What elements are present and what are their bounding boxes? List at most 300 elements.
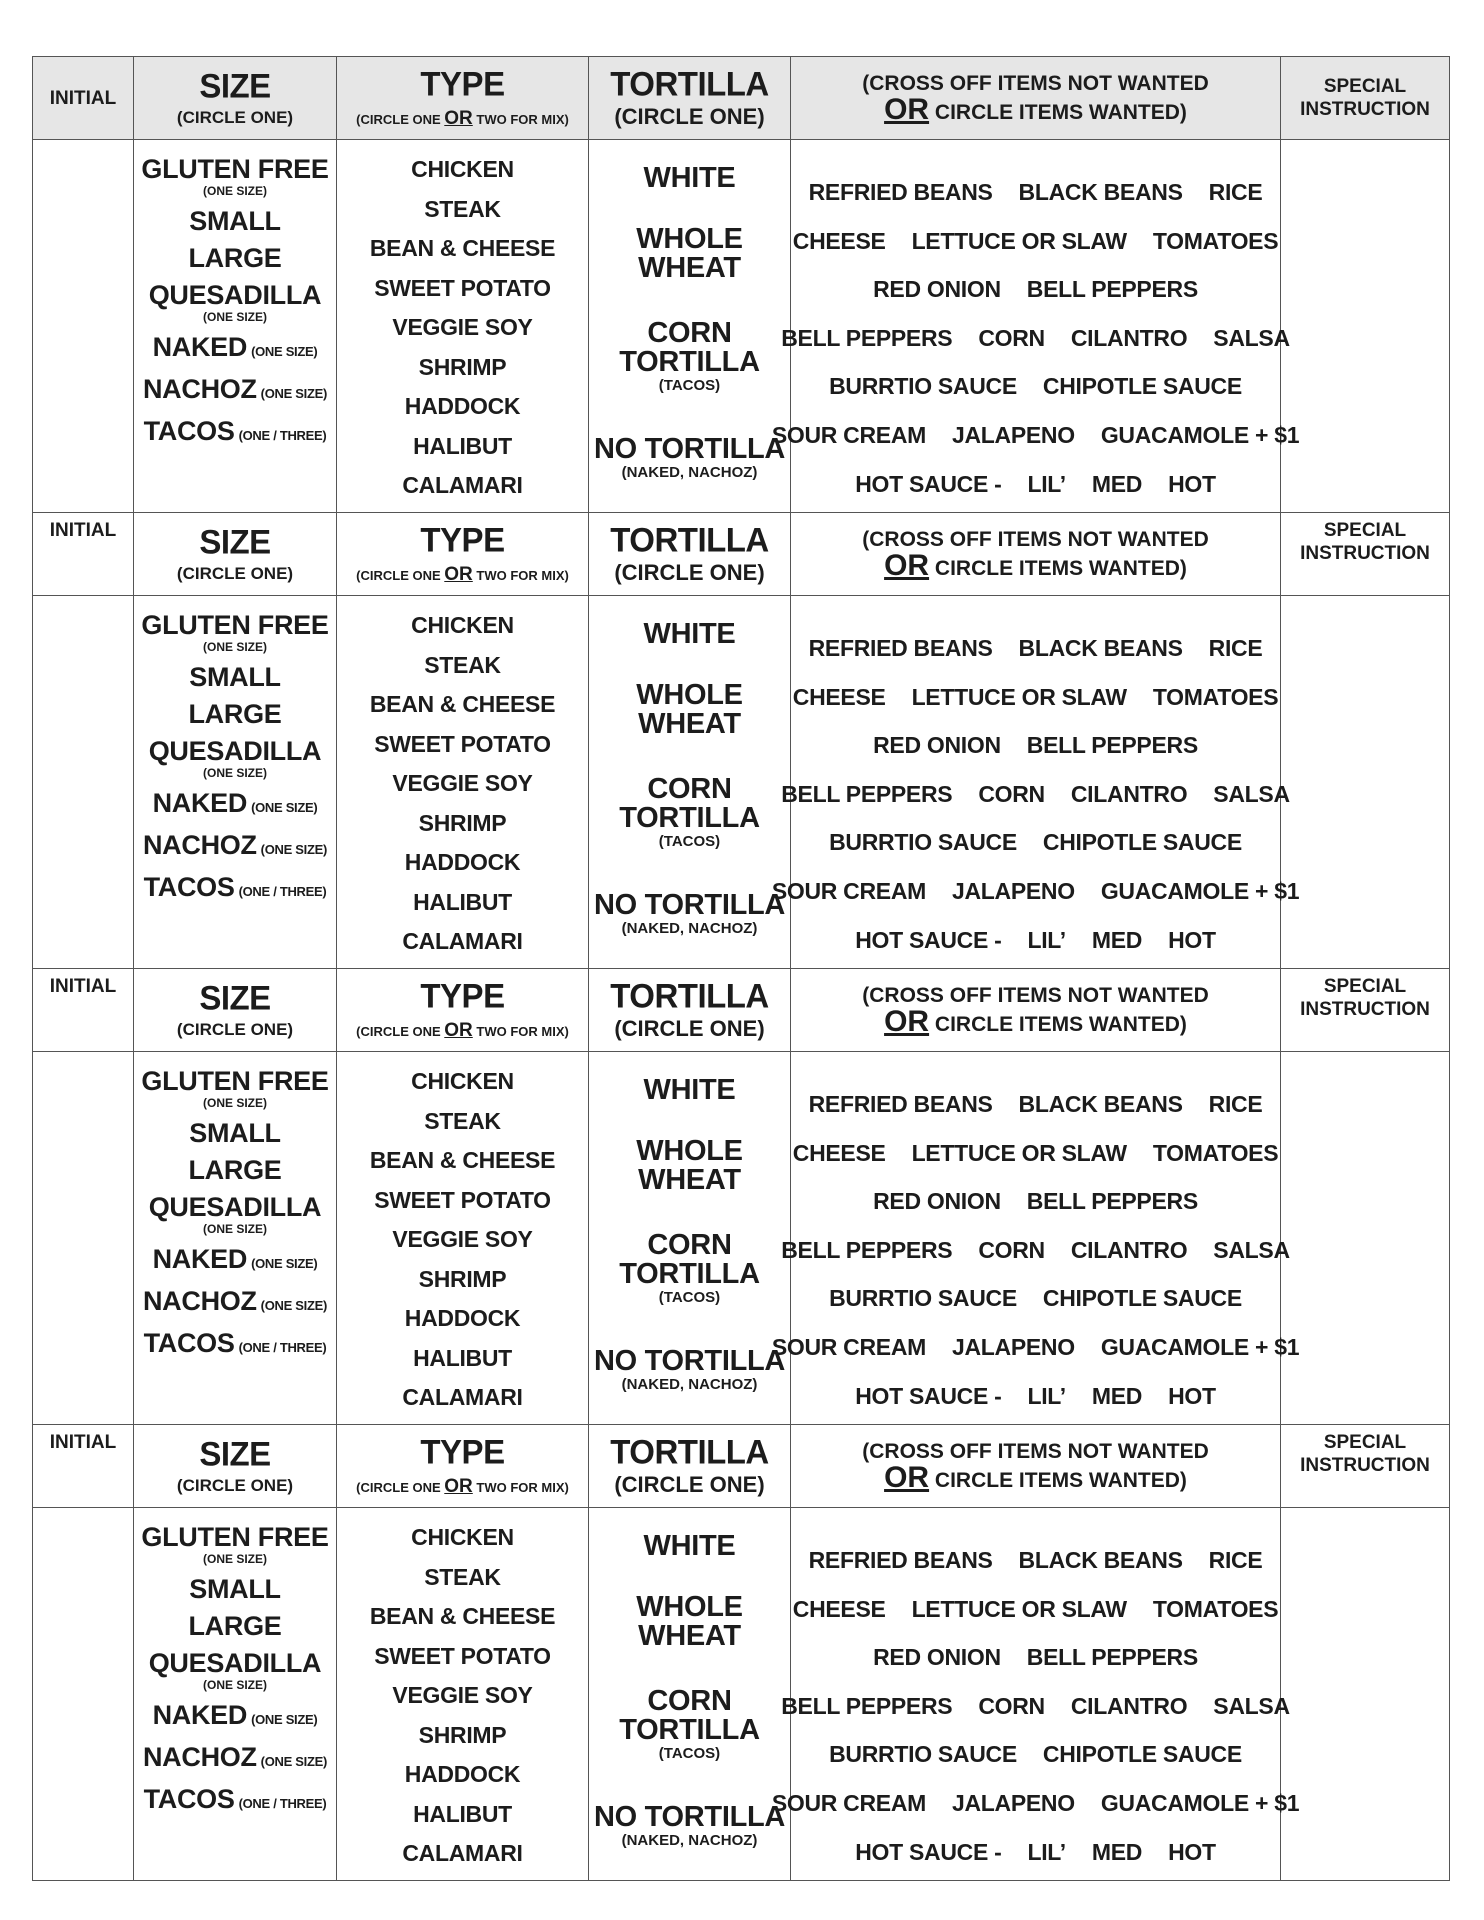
topping-item[interactable]: HOT SAUCE -: [855, 470, 1002, 497]
tortilla-option[interactable]: [644, 164, 736, 193]
size-option[interactable]: [189, 206, 280, 236]
topping-options: [771, 596, 1300, 968]
toppings-instruction-1: (CROSS OFF ITEMS NOT WANTED: [862, 71, 1209, 95]
header-special: [1281, 1425, 1449, 1507]
size-option-label: NACHOZ: [142, 374, 257, 404]
header-row: [33, 969, 1449, 1052]
type-subheading: (CIRCLE ONE OR TWO FOR MIX): [356, 1476, 569, 1497]
size-option-label: TACOS: [143, 1784, 235, 1814]
topping-item[interactable]: BELL PEPPERS: [1026, 276, 1198, 303]
tortilla-subheading: (CIRCLE ONE): [614, 104, 765, 129]
size-option[interactable]: [144, 1784, 327, 1819]
options-row: [33, 596, 1449, 969]
topping-item[interactable]: SALSA: [1213, 1236, 1290, 1263]
initial-field[interactable]: [33, 596, 134, 968]
topping-item[interactable]: CHIPOTLE SAUCE: [1042, 1285, 1242, 1312]
topping-item[interactable]: CHEESE: [792, 1595, 886, 1622]
tortilla-option-label: TORTILLA: [619, 1714, 760, 1746]
tortilla-option-label: CORN: [647, 317, 732, 349]
tortilla-option-label: WHITE: [643, 162, 736, 194]
tortilla-option-label: NO TORTILLA: [593, 1801, 786, 1833]
initial-label: INITIAL: [49, 976, 117, 997]
size-option[interactable]: [188, 243, 281, 273]
topping-item[interactable]: BLACK BEANS: [1018, 1091, 1183, 1117]
size-option-note: (ONE SIZE): [202, 1552, 267, 1566]
size-option[interactable]: [141, 1522, 328, 1552]
topping-item[interactable]: CORN: [978, 1692, 1045, 1719]
size-option-label: QUESADILLA: [148, 1648, 322, 1678]
size-option-note: (ONE SIZE): [260, 1298, 328, 1313]
topping-item[interactable]: RED ONION: [873, 276, 1001, 303]
topping-item[interactable]: BELL PEPPERS: [781, 1236, 953, 1263]
tortilla-option[interactable]: [636, 1137, 742, 1195]
type-option[interactable]: HADDOCK: [404, 1305, 521, 1331]
topping-line: [780, 217, 1291, 266]
topping-item[interactable]: HOT: [1168, 470, 1216, 497]
toppings-instruction-1: (CROSS OFF ITEMS NOT WANTED: [862, 983, 1209, 1007]
topping-line: [796, 624, 1276, 673]
topping-item[interactable]: CHIPOTLE SAUCE: [1042, 1741, 1242, 1768]
topping-line: [816, 818, 1255, 867]
topping-item[interactable]: HOT: [1168, 1838, 1216, 1865]
initial-field[interactable]: [33, 1508, 134, 1880]
special-label-2: INSTRUCTION: [1300, 543, 1430, 564]
size-option[interactable]: [189, 1118, 280, 1148]
header-initial: [33, 1425, 134, 1507]
size-heading: SIZE: [199, 978, 271, 1017]
topping-item[interactable]: CILANTRO: [1070, 1692, 1188, 1719]
type-option[interactable]: STEAK: [424, 1563, 501, 1590]
type-option[interactable]: CALAMARI: [402, 1840, 523, 1866]
tortilla-option[interactable]: [594, 435, 785, 482]
size-option[interactable]: [153, 788, 318, 823]
initial-label: INITIAL: [49, 520, 117, 541]
topping-item[interactable]: CILANTRO: [1070, 780, 1188, 807]
size-option[interactable]: [141, 1066, 328, 1096]
special-label-1: SPECIAL: [1323, 520, 1407, 541]
type-option[interactable]: BEAN & CHEESE: [369, 235, 556, 261]
type-option[interactable]: SHRIMP: [418, 1721, 507, 1748]
tortilla-option[interactable]: [619, 319, 759, 395]
topping-item[interactable]: CHEESE: [792, 1139, 886, 1166]
tortilla-heading: TORTILLA: [610, 976, 769, 1015]
type-heading: TYPE: [420, 520, 505, 559]
topping-item[interactable]: BLACK BEANS: [1018, 635, 1183, 661]
initial-field[interactable]: [33, 1052, 134, 1424]
size-option-note: (ONE SIZE): [260, 386, 328, 401]
size-option[interactable]: [189, 662, 280, 692]
size-option-label: NACHOZ: [142, 1286, 257, 1316]
toppings-instruction-2: OR CIRCLE ITEMS WANTED): [884, 548, 1187, 582]
size-option-note: (ONE / THREE): [238, 1340, 327, 1355]
tortilla-option-note: (TACOS): [658, 1745, 721, 1762]
tortilla-option-label: WHITE: [643, 1074, 736, 1106]
topping-line: [816, 1274, 1255, 1323]
topping-item[interactable]: GUACAMOLE + $1: [1100, 1333, 1300, 1360]
topping-item[interactable]: BLACK BEANS: [1018, 1547, 1183, 1573]
topping-item[interactable]: LIL’: [1027, 926, 1066, 953]
size-option-label: LARGE: [188, 699, 282, 729]
topping-item[interactable]: MED: [1091, 1838, 1143, 1865]
order-block: [32, 969, 1450, 1425]
topping-item[interactable]: LETTUCE OR SLAW: [911, 1139, 1127, 1166]
topping-item[interactable]: SOUR CREAM: [771, 1333, 926, 1360]
topping-item[interactable]: LIL’: [1027, 470, 1066, 497]
type-option[interactable]: SHRIMP: [418, 1265, 507, 1292]
tortilla-option-label: TORTILLA: [619, 1258, 760, 1290]
tortilla-option[interactable]: [644, 1076, 736, 1105]
header-size: [134, 57, 337, 139]
topping-item[interactable]: LETTUCE OR SLAW: [911, 1595, 1127, 1622]
tortilla-option[interactable]: [594, 891, 785, 938]
size-options: [134, 140, 337, 512]
size-option-label: SMALL: [189, 1118, 281, 1148]
size-option[interactable]: [144, 416, 327, 451]
topping-item[interactable]: REFRIED BEANS: [808, 1547, 993, 1573]
topping-item[interactable]: BELL PEPPERS: [1026, 1644, 1198, 1671]
tortilla-option-label: NO TORTILLA: [593, 433, 786, 465]
type-option[interactable]: STEAK: [424, 195, 501, 222]
type-option[interactable]: CHICKEN: [411, 156, 514, 182]
size-option-note: (ONE SIZE): [260, 842, 328, 857]
tortilla-option-label: CORN: [647, 773, 732, 805]
special-label-2: INSTRUCTION: [1300, 1455, 1430, 1476]
type-option[interactable]: STEAK: [424, 651, 501, 678]
topping-item[interactable]: SOUR CREAM: [771, 877, 926, 904]
type-option[interactable]: HALIBUT: [413, 1344, 512, 1371]
size-option-note: (ONE SIZE): [260, 1754, 328, 1769]
topping-line: [842, 1372, 1229, 1421]
topping-line: [842, 460, 1229, 509]
size-option-label: TACOS: [143, 1328, 235, 1358]
topping-item[interactable]: CILANTRO: [1070, 1236, 1188, 1263]
topping-item[interactable]: TOMATOES: [1152, 1595, 1279, 1622]
topping-item[interactable]: LIL’: [1027, 1838, 1066, 1865]
type-option[interactable]: SWEET POTATO: [374, 1186, 551, 1213]
type-option[interactable]: VEGGIE SOY: [392, 314, 533, 340]
size-option[interactable]: [153, 1700, 318, 1735]
toppings-instruction-1: (CROSS OFF ITEMS NOT WANTED: [862, 1439, 1209, 1463]
topping-line: [768, 1682, 1303, 1731]
size-option-note: (ONE SIZE): [202, 766, 267, 780]
tortilla-option[interactable]: [636, 1593, 742, 1651]
tortilla-subheading: (CIRCLE ONE): [614, 560, 765, 585]
size-option[interactable]: [143, 374, 327, 409]
topping-item[interactable]: REFRIED BEANS: [808, 1091, 993, 1117]
type-option[interactable]: SHRIMP: [418, 809, 507, 836]
size-option-note: (ONE SIZE): [251, 1256, 318, 1271]
order-block: [32, 513, 1450, 969]
header-special: [1281, 513, 1449, 595]
tortilla-option-label: WHITE: [643, 618, 736, 650]
type-option[interactable]: CHICKEN: [411, 612, 514, 638]
header-row: [33, 57, 1449, 140]
type-option[interactable]: VEGGIE SOY: [392, 1682, 533, 1708]
type-option[interactable]: HADDOCK: [404, 849, 521, 875]
topping-item[interactable]: GUACAMOLE + $1: [1100, 1789, 1300, 1816]
topping-options: [771, 1052, 1300, 1424]
size-option-note: (ONE SIZE): [251, 800, 318, 815]
header-size: [134, 969, 337, 1051]
topping-item[interactable]: JALAPENO: [951, 1333, 1075, 1360]
initial-field[interactable]: [33, 140, 134, 512]
size-option-note: (ONE SIZE): [251, 344, 318, 359]
order-block: [32, 56, 1450, 513]
header-size: [134, 1425, 337, 1507]
topping-item[interactable]: BELL PEPPERS: [781, 324, 953, 351]
topping-item[interactable]: LETTUCE OR SLAW: [911, 227, 1127, 254]
type-option[interactable]: HALIBUT: [413, 432, 512, 459]
tortilla-heading: TORTILLA: [610, 1432, 769, 1471]
topping-item[interactable]: RICE: [1208, 1091, 1263, 1117]
topping-line: [860, 265, 1211, 314]
size-option-note: (ONE SIZE): [202, 1096, 267, 1110]
type-option[interactable]: BEAN & CHEESE: [369, 691, 556, 717]
special-instruction-field[interactable]: [1281, 596, 1449, 968]
topping-line: [816, 362, 1255, 411]
toppings-instruction-2: OR CIRCLE ITEMS WANTED): [884, 92, 1187, 126]
topping-item[interactable]: MED: [1091, 1382, 1143, 1409]
size-options: [134, 1508, 337, 1880]
type-option[interactable]: SWEET POTATO: [374, 274, 551, 301]
type-option[interactable]: CALAMARI: [402, 472, 523, 498]
size-option-label: NAKED: [152, 332, 248, 362]
size-option-label: TACOS: [143, 416, 235, 446]
size-option[interactable]: [143, 1286, 327, 1321]
tortilla-option[interactable]: [619, 1231, 759, 1307]
size-option[interactable]: [153, 332, 318, 367]
header-tortilla: [589, 57, 791, 139]
size-option-label: GLUTEN FREE: [141, 154, 329, 184]
size-option-label: GLUTEN FREE: [141, 1066, 329, 1096]
topping-item[interactable]: SOUR CREAM: [771, 421, 926, 448]
header-toppings: [791, 969, 1281, 1051]
special-instruction-field[interactable]: [1281, 1508, 1449, 1880]
tortilla-option[interactable]: [636, 681, 742, 739]
special-label-2: INSTRUCTION: [1300, 99, 1430, 120]
type-options: [337, 140, 589, 512]
type-subheading: (CIRCLE ONE OR TWO FOR MIX): [356, 564, 569, 585]
topping-item[interactable]: HOT: [1168, 1382, 1216, 1409]
size-option[interactable]: [144, 872, 327, 907]
topping-item[interactable]: CORN: [978, 1236, 1045, 1263]
header-special: [1281, 969, 1449, 1051]
type-options: [337, 1052, 589, 1424]
size-option-note: (ONE / THREE): [238, 428, 327, 443]
topping-item[interactable]: LETTUCE OR SLAW: [911, 683, 1127, 710]
topping-item[interactable]: RICE: [1208, 179, 1263, 205]
tortilla-option[interactable]: [619, 1687, 759, 1763]
topping-item[interactable]: BURRTIO SAUCE: [829, 1285, 1017, 1312]
type-option[interactable]: VEGGIE SOY: [392, 770, 533, 796]
topping-item[interactable]: JALAPENO: [951, 1789, 1075, 1816]
type-subheading: (CIRCLE ONE OR TWO FOR MIX): [356, 108, 569, 129]
topping-item[interactable]: BLACK BEANS: [1018, 179, 1183, 205]
header-type: [337, 57, 589, 139]
topping-item[interactable]: CORN: [978, 780, 1045, 807]
topping-item[interactable]: JALAPENO: [951, 877, 1075, 904]
tortilla-option-label: WHEAT: [638, 708, 741, 740]
size-option-label: NAKED: [152, 788, 248, 818]
type-heading: TYPE: [420, 1432, 505, 1471]
size-option-note: (ONE / THREE): [238, 884, 327, 899]
size-option-note: (ONE SIZE): [202, 310, 267, 324]
topping-line: [780, 673, 1291, 722]
topping-item[interactable]: JALAPENO: [951, 421, 1075, 448]
topping-item[interactable]: RICE: [1208, 635, 1263, 661]
topping-item[interactable]: BURRTIO SAUCE: [829, 829, 1017, 856]
topping-item[interactable]: LIL’: [1027, 1382, 1066, 1409]
type-option[interactable]: CHICKEN: [411, 1524, 514, 1550]
size-option[interactable]: [188, 1611, 281, 1641]
topping-item[interactable]: SALSA: [1213, 324, 1290, 351]
size-option-note: (ONE SIZE): [202, 1222, 267, 1236]
tortilla-subheading: (CIRCLE ONE): [614, 1472, 765, 1497]
topping-line: [796, 1536, 1276, 1585]
topping-item[interactable]: CHIPOTLE SAUCE: [1042, 373, 1242, 400]
tortilla-option[interactable]: [644, 620, 736, 649]
size-option[interactable]: [153, 1244, 318, 1279]
topping-item[interactable]: REFRIED BEANS: [808, 179, 993, 205]
topping-item[interactable]: REFRIED BEANS: [808, 635, 993, 661]
size-option[interactable]: [143, 830, 327, 865]
topping-item[interactable]: BURRTIO SAUCE: [829, 373, 1017, 400]
topping-item[interactable]: RED ONION: [873, 1644, 1001, 1671]
topping-item[interactable]: MED: [1091, 926, 1143, 953]
topping-item[interactable]: BELL PEPPERS: [1026, 732, 1198, 759]
size-option-note: (ONE / THREE): [238, 1796, 327, 1811]
topping-item[interactable]: SOUR CREAM: [771, 1789, 926, 1816]
type-option[interactable]: SWEET POTATO: [374, 1642, 551, 1669]
size-option[interactable]: [149, 736, 322, 766]
topping-item[interactable]: MED: [1091, 470, 1143, 497]
topping-item[interactable]: BELL PEPPERS: [1026, 1188, 1198, 1215]
type-option[interactable]: HALIBUT: [413, 1800, 512, 1827]
tortilla-option-label: WHOLE: [636, 1135, 743, 1167]
topping-line: [780, 1585, 1291, 1634]
topping-item[interactable]: HOT: [1168, 926, 1216, 953]
tortilla-option-label: NO TORTILLA: [593, 1345, 786, 1377]
tortilla-option[interactable]: [594, 1347, 785, 1394]
topping-line: [768, 770, 1303, 819]
size-subheading: (CIRCLE ONE): [176, 1020, 294, 1039]
toppings-instruction-2: OR CIRCLE ITEMS WANTED): [884, 1004, 1187, 1038]
size-option[interactable]: [149, 1648, 322, 1678]
tortilla-option-label: TORTILLA: [619, 346, 760, 378]
topping-item[interactable]: TOMATOES: [1152, 227, 1279, 254]
header-type: [337, 513, 589, 595]
size-option-label: NACHOZ: [142, 1742, 257, 1772]
tortilla-option-label: WHOLE: [636, 1591, 743, 1623]
special-instruction-field[interactable]: [1281, 140, 1449, 512]
topping-item[interactable]: TOMATOES: [1152, 683, 1279, 710]
size-option[interactable]: [144, 1328, 327, 1363]
topping-line: [842, 916, 1229, 965]
tortilla-option[interactable]: [636, 225, 742, 283]
tortilla-option-note: (NAKED, NACHOZ): [621, 1832, 758, 1849]
tortilla-option-label: TORTILLA: [619, 802, 760, 834]
topping-options: [771, 1508, 1300, 1880]
type-option[interactable]: VEGGIE SOY: [392, 1226, 533, 1252]
tortilla-option-note: (TACOS): [658, 377, 721, 394]
topping-item[interactable]: TOMATOES: [1152, 1139, 1279, 1166]
size-option[interactable]: [188, 1155, 281, 1185]
topping-item[interactable]: CILANTRO: [1070, 324, 1188, 351]
topping-item[interactable]: RED ONION: [873, 732, 1001, 759]
size-option-label: GLUTEN FREE: [141, 610, 329, 640]
topping-item[interactable]: BELL PEPPERS: [781, 1692, 953, 1719]
size-option-label: GLUTEN FREE: [141, 1522, 329, 1552]
topping-item[interactable]: SALSA: [1213, 780, 1290, 807]
topping-item[interactable]: BURRTIO SAUCE: [829, 1741, 1017, 1768]
topping-item[interactable]: HOT SAUCE -: [855, 926, 1002, 953]
type-option[interactable]: HADDOCK: [404, 1761, 521, 1787]
size-heading: SIZE: [199, 1434, 271, 1473]
type-option[interactable]: HALIBUT: [413, 888, 512, 915]
type-option[interactable]: BEAN & CHEESE: [369, 1147, 556, 1173]
header-special: [1281, 57, 1449, 139]
special-label-1: SPECIAL: [1323, 76, 1407, 97]
topping-item[interactable]: CHIPOTLE SAUCE: [1042, 829, 1242, 856]
size-option[interactable]: [189, 1574, 280, 1604]
topping-item[interactable]: HOT SAUCE -: [855, 1382, 1002, 1409]
size-option-label: LARGE: [188, 1611, 282, 1641]
topping-item[interactable]: CHEESE: [792, 227, 886, 254]
type-option[interactable]: CALAMARI: [402, 928, 523, 954]
topping-item[interactable]: HOT SAUCE -: [855, 1838, 1002, 1865]
topping-item[interactable]: SALSA: [1213, 1692, 1290, 1719]
topping-item[interactable]: RICE: [1208, 1547, 1263, 1573]
type-option[interactable]: CALAMARI: [402, 1384, 523, 1410]
tortilla-option[interactable]: [594, 1803, 785, 1850]
type-option[interactable]: CHICKEN: [411, 1068, 514, 1094]
size-option[interactable]: [188, 699, 281, 729]
tortilla-option[interactable]: [644, 1532, 736, 1561]
tortilla-option-note: (NAKED, NACHOZ): [621, 920, 758, 937]
header-type: [337, 969, 589, 1051]
type-option[interactable]: HADDOCK: [404, 393, 521, 419]
special-label-1: SPECIAL: [1323, 976, 1407, 997]
size-option-note: (ONE SIZE): [251, 1712, 318, 1727]
topping-item[interactable]: GUACAMOLE + $1: [1100, 877, 1300, 904]
topping-item[interactable]: GUACAMOLE + $1: [1100, 421, 1300, 448]
topping-line: [796, 1080, 1276, 1129]
tortilla-option-label: WHOLE: [636, 679, 743, 711]
size-option[interactable]: [141, 610, 328, 640]
type-option[interactable]: SWEET POTATO: [374, 730, 551, 757]
topping-item[interactable]: CORN: [978, 324, 1045, 351]
type-heading: TYPE: [420, 976, 505, 1015]
type-option[interactable]: SHRIMP: [418, 353, 507, 380]
header-tortilla: [589, 1425, 791, 1507]
size-option[interactable]: [149, 280, 322, 310]
type-option[interactable]: BEAN & CHEESE: [369, 1603, 556, 1629]
type-option[interactable]: STEAK: [424, 1107, 501, 1134]
topping-item[interactable]: BELL PEPPERS: [781, 780, 953, 807]
toppings-instruction-2: OR CIRCLE ITEMS WANTED): [884, 1460, 1187, 1494]
topping-item[interactable]: RED ONION: [873, 1188, 1001, 1215]
size-heading: SIZE: [199, 66, 271, 105]
topping-line: [768, 314, 1303, 363]
topping-item[interactable]: CHEESE: [792, 683, 886, 710]
special-instruction-field[interactable]: [1281, 1052, 1449, 1424]
size-option[interactable]: [141, 154, 328, 184]
order-block: [32, 1425, 1450, 1881]
size-option[interactable]: [143, 1742, 327, 1777]
size-option[interactable]: [149, 1192, 322, 1222]
tortilla-option[interactable]: [619, 775, 759, 851]
size-subheading: (CIRCLE ONE): [176, 108, 294, 127]
